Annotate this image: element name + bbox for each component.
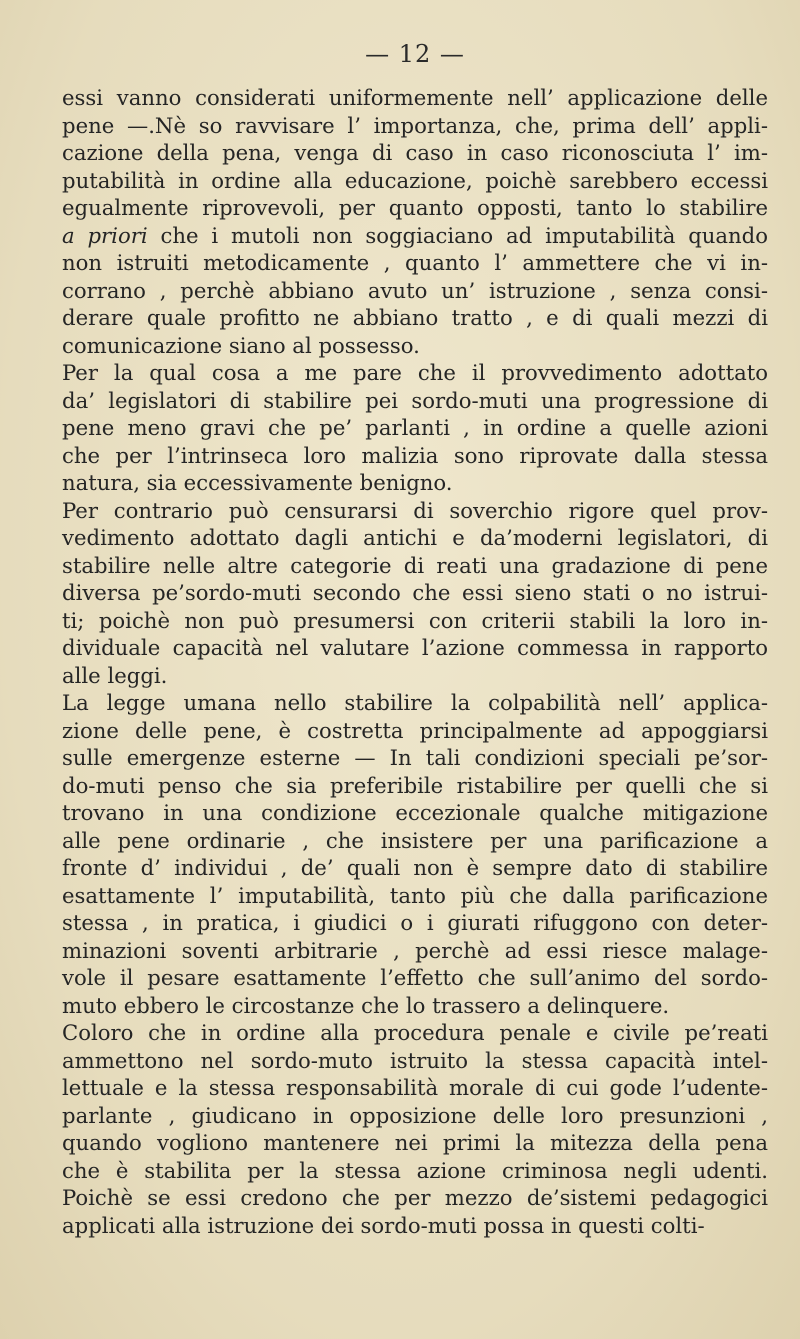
text-line: diversa pe’sordo-muti secondo che essi sieno stati o no istrui- bbox=[62, 580, 768, 605]
paragraph bbox=[62, 1019, 768, 1239]
text-line: quando vogliono mantenere nei primi la mitezza della pena bbox=[62, 1130, 768, 1155]
text-line: alle leggi. bbox=[62, 662, 168, 688]
text-line: vole il pesare esattamente l’effetto che sull’animo del sordo- bbox=[62, 965, 768, 990]
text-line: cazione della pena, venga di caso in caso riconosciuta l’ im- bbox=[62, 140, 768, 165]
text-line: pene —.Nè so ravvisare l’ importanza, che, prima dell’ appli- bbox=[62, 112, 768, 138]
text-line: putabilità in ordine alla educazione, poichè sarebbero eccessi bbox=[62, 167, 768, 193]
text-line: Per la qual cosa a me pare che il provvedimento adottato bbox=[62, 360, 768, 385]
text-line: comunicazione siano al possesso. bbox=[62, 332, 420, 358]
text-line: Coloro che in ordine alla procedura penale e civile pe’reati bbox=[62, 1020, 768, 1045]
text-line: Per contrario può censurarsi di soverchio rigore quel prov- bbox=[62, 497, 768, 523]
text-line: Poichè se essi credono che per mezzo de’sistemi pedagogici bbox=[62, 1185, 768, 1210]
text-line: corrano , perchè abbiano avuto un’ istruzione , senza consi- bbox=[62, 277, 768, 303]
text-line: trovano in una condizione eccezionale qualche mitigazione bbox=[62, 800, 768, 825]
text-line: che per l’intrinseca loro malizia sono riprovate dalla stessa bbox=[62, 442, 768, 468]
text-line: natura, sia eccessivamente benigno. bbox=[62, 470, 453, 495]
page-number: — 12 — bbox=[365, 40, 465, 68]
text-line: egualmente riprovevoli, per quanto opposti, tanto lo stabilire bbox=[62, 195, 768, 220]
text-line: derare quale profitto ne abbiano tratto , e di quali mezzi di bbox=[62, 305, 768, 330]
body-text bbox=[62, 84, 768, 1239]
text-line: pene meno gravi che pe’ parlanti , in ordine a quelle azioni bbox=[62, 415, 768, 440]
paragraph bbox=[62, 497, 768, 690]
text-line: alle pene ordinarie , che insistere per una parificazione a bbox=[62, 827, 768, 853]
text-line: che è stabilita per la stessa azione criminosa negli udenti. bbox=[62, 1157, 768, 1183]
text-line: stabilire nelle altre categorie di reati una gradazione di pene bbox=[62, 552, 768, 578]
text-line: lettuale e la stessa responsabilità morale di cui gode l’udente- bbox=[62, 1075, 768, 1100]
paragraph bbox=[62, 689, 768, 1019]
text-line: esattamente l’ imputabilità, tanto più che dalla parificazione bbox=[62, 882, 768, 908]
text-line: a priori che i mutoli non soggiaciano ad imputabilità quando bbox=[62, 222, 768, 248]
text-line: stessa , in pratica, i giudici o i giurati rifuggono con deter- bbox=[62, 910, 768, 935]
text-line: essi vanno considerati uniformemente nell’ applicazione delle bbox=[62, 85, 768, 110]
text-line: sulle emergenze esterne — In tali condizioni speciali pe’sor- bbox=[62, 745, 768, 770]
text-line: minazioni soventi arbitrarie , perchè ad essi riesce malage- bbox=[62, 937, 768, 963]
text-line: ti; poichè non può presumersi con criterii stabili la loro in- bbox=[62, 607, 768, 633]
paragraph bbox=[62, 84, 768, 359]
text-line: non istruiti metodicamente , quanto l’ ammettere che vi in- bbox=[62, 250, 768, 275]
text-line: La legge umana nello stabilire la colpabilità nell’ applica- bbox=[62, 690, 768, 715]
text-line: do-muti penso che sia preferibile ristabilire per quelli che si bbox=[62, 772, 768, 798]
text-line: zione delle pene, è costretta principalmente ad appoggiarsi bbox=[62, 717, 768, 743]
paragraph bbox=[62, 359, 768, 497]
text-line: dividuale capacità nel valutare l’azione commessa in rapporto bbox=[62, 635, 768, 660]
text-line: vedimento adottato dagli antichi e da’moderni legislatori, di bbox=[62, 525, 768, 550]
text-line: ammettono nel sordo-muto istruito la stessa capacità intel- bbox=[62, 1047, 768, 1073]
text-line: applicati alla istruzione dei sordo-muti possa in questi colti- bbox=[62, 1212, 705, 1238]
text-line: da’ legislatori di stabilire pei sordo-muti una progressione di bbox=[62, 387, 768, 413]
book-page bbox=[62, 40, 768, 1239]
text-line: fronte d’ individui , de’ quali non è sempre dato di stabilire bbox=[62, 855, 768, 880]
text-line: parlante , giudicano in opposizione delle loro presunzioni , bbox=[62, 1102, 768, 1128]
text-line: muto ebbero le circostanze che lo trassero a delinquere. bbox=[62, 992, 670, 1018]
